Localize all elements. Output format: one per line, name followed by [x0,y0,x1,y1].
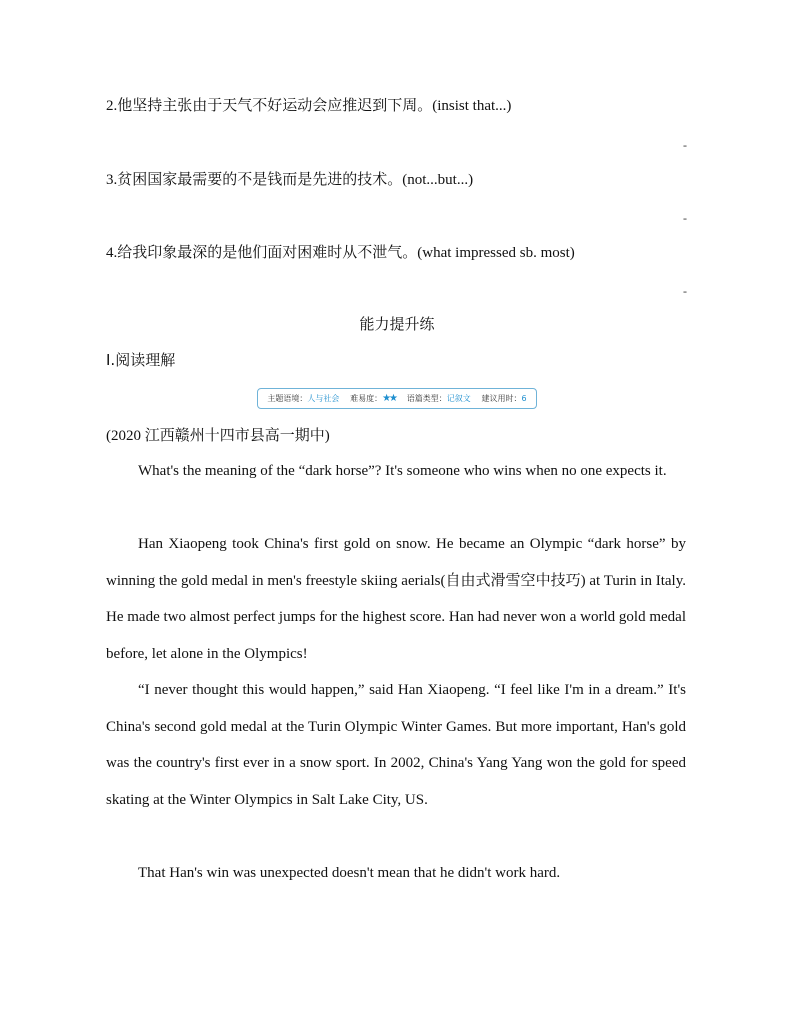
answer-line-dash: - [683,284,687,298]
passage-source: (2020 江西赣州十四市县高一期中) [106,428,330,444]
difficulty-field [350,393,396,404]
answer-line-dash: - [683,211,687,225]
difficulty-stars-icon: ★★ [382,393,397,404]
answer-line-dash: - [683,138,687,152]
theme-label: 主题语境： [267,394,308,403]
time-label: 建议用时： [481,394,522,403]
question-3: 3.贫困国家最需要的不是钱而是先进的技术。(not...but...) [106,172,474,188]
genre-field [407,393,471,404]
genre-label: 语篇类型： [406,394,447,403]
passage-paragraph-1: What's the meaning of the “dark horse”? It's someone who wins when no one expects it. [138,463,667,479]
section-subtitle: Ⅰ.阅读理解 [106,351,176,369]
time-field [482,393,527,404]
time-value: 6 [521,394,527,403]
passage-paragraph-2: Han Xiaopeng took China's first gold on snow. He became an Olympic “dark horse” by winning the gold medal in men's freestyle skiing aerials(自由式滑雪空中技巧) at Turin in Italy. He made two almost perfect jumps for the highest score. Han had never won a world gold medal before, let alone in the Olympics! [106,536,686,662]
passage-paragraph-4: That Han's win was unexpected doesn't mean that he didn't work hard. [138,865,561,881]
difficulty-label: 难易度： [350,394,383,403]
question-2: 2.他坚持主张由于天气不好运动会应推迟到下周。(insist that...) [106,98,512,114]
genre-value: 记叙文 [446,394,471,403]
theme-value: 人与社会 [307,394,340,403]
question-4: 4.给我印象最深的是他们面对困难时从不泄气。(what impressed sb. most) [106,245,575,261]
theme-field [267,393,339,404]
info-box [257,388,537,409]
section-title: 能力提升练 [359,315,435,333]
passage-paragraph-3: “I never thought this would happen,” said Han Xiaopeng. “I feel like I'm in a dream.” It's China's second gold medal at the Turin Olympic Winter Games. But more important, Han's gold was the country's first ever in a snow sport. In 2002, China's Yang Yang won the gold for speed skating at the Winter Olympics in Salt Lake City, US. [106,682,686,808]
